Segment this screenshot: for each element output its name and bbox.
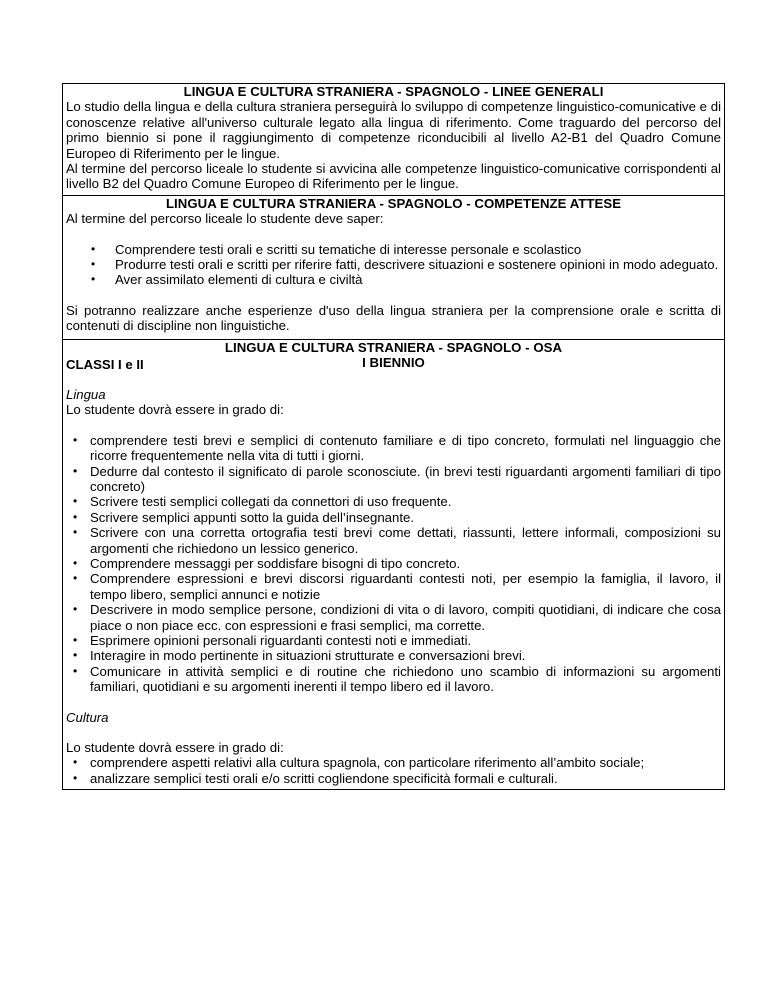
- bullet-icon: •: [73, 633, 78, 647]
- content-table: [62, 83, 725, 790]
- bullet-icon: •: [91, 272, 96, 287]
- list-item: • Scrivere testi semplici collegati da connettori di uso frequente.: [73, 494, 452, 510]
- bullet-icon: •: [73, 663, 78, 678]
- competenze-list: [66, 242, 721, 288]
- list-item: • Esprimere opinioni personali riguardanti contesti noti e immediati.: [73, 633, 472, 648]
- cultura-list: [66, 755, 721, 786]
- bullet-icon: •: [73, 755, 78, 770]
- section-linee-generali: [63, 84, 725, 196]
- document-page: [62, 83, 725, 790]
- list-item: • Comprendere messaggi per soddisfare bisogni di tipo concreto.: [73, 555, 461, 571]
- section-heading: LINGUA E CULTURA STRANIERA - SPAGNOLO - OSA: [224, 339, 563, 355]
- list-item: • Aver assimilato elementi di cultura e civiltà: [91, 272, 363, 288]
- paragraph: Al termine del percorso liceale lo studente si avvicina alle competenze linguistico-comunicative corrispondenti al livello B2 del Quadro Comune Europeo di Riferimento per le lingue.: [66, 161, 721, 192]
- list-item: • Dedurre dal contesto il significato di parole sconosciute. (in brevi testi riguardanti argomenti familiari di tipo concreto): [73, 463, 721, 494]
- bullet-icon: •: [73, 571, 78, 586]
- bullet-icon: •: [73, 432, 78, 447]
- list-item: • Scrivere con una corretta ortografia testi brevi come dettati, riassunti, lettere informali, composizioni su argomenti che richiedono un lessico generico.: [73, 525, 721, 556]
- bullet-icon: •: [91, 257, 96, 272]
- list-item: • Comprendere espressioni e brevi discorsi riguardanti contesti noti, per esempio la famiglia, il lavoro, il tempo libero, semplici annunci e notizie: [73, 571, 721, 602]
- list-item: • Scrivere semplici appunti sotto la guida dell’insegnante.: [73, 509, 415, 525]
- section-heading: LINGUA E CULTURA STRANIERA - SPAGNOLO - COMPETENZE ATTESE: [165, 195, 622, 211]
- list-item: • comprendere aspetti relativi alla cultura spagnola, con particolare riferimento all’ambito sociale;: [73, 755, 645, 771]
- section-heading: LINGUA E CULTURA STRANIERA - SPAGNOLO - LINEE GENERALI: [183, 84, 604, 99]
- paragraph: Al termine del percorso liceale lo studente deve saper:: [66, 211, 384, 227]
- bullet-icon: •: [73, 555, 78, 570]
- paragraph: Lo studio della lingua e della cultura straniera perseguirà lo sviluppo di competenze linguistico-comunicative e di conoscenze relative all'universo culturale legato alla lingua di riferimento. Come traguardo del percorso del primo biennio si pone il raggiungimento di competenze riconducibili al livello A2-B1 del Quadro Comune Europeo di Riferimento per le lingue.: [66, 99, 721, 161]
- bullet-icon: •: [73, 602, 78, 617]
- list-item: • analizzare semplici testi orali e/o scritti cogliendone specificità formali e culturali.: [73, 770, 558, 786]
- bullet-icon: •: [73, 770, 78, 785]
- lingua-list: [66, 433, 721, 695]
- paragraph: Si potranno realizzare anche esperienze d'uso della lingua straniera per la comprensione orale e scritta di contenuti di discipline non linguistiche.: [66, 302, 721, 334]
- classi-label: CLASSI I e II: [66, 356, 144, 372]
- list-item: • Interagire in modo pertinente in situazioni strutturate e conversazioni brevi.: [73, 648, 526, 664]
- cultura-intro: Lo studente dovrà essere in grado di:: [66, 740, 284, 756]
- lingua-title: Lingua: [66, 386, 106, 402]
- section-osa: [63, 339, 725, 790]
- list-item: • Comprendere testi orali e scritti su tematiche di interesse personale e scolastico: [91, 241, 582, 257]
- lingua-intro: Lo studente dovrà essere in grado di:: [66, 402, 284, 418]
- section-subheading: I BIENNIO: [362, 355, 425, 371]
- list-item: • Comunicare in attività semplici e di routine che richiedono uno scambio di informazioni su argomenti familiari, quotidiani e su argomenti inerenti il tempo libero ed il lavoro.: [73, 663, 721, 695]
- bullet-icon: •: [73, 525, 78, 540]
- bullet-icon: •: [91, 241, 96, 256]
- cultura-title: Cultura: [66, 709, 109, 725]
- bullet-icon: •: [73, 463, 78, 478]
- bullet-icon: •: [73, 509, 78, 524]
- list-item: • Descrivere in modo semplice persone, condizioni di vita o di lavoro, compiti quotidiani, di indicare che cosa piace o non piace ecc. con espressioni e frasi semplici, ma corrette.: [73, 602, 721, 633]
- bullet-icon: •: [73, 648, 78, 663]
- list-item: • comprendere testi brevi e semplici di contenuto familiare e di tipo concreto, formulati nel linguaggio che ricorre frequentemente nella vita di tutti i giorni.: [73, 432, 721, 464]
- section-competenze-attese: [63, 195, 725, 339]
- bullet-icon: •: [73, 494, 78, 509]
- list-item: • Produrre testi orali e scritti per riferire fatti, descrivere situazioni e sostenere opinioni in modo adeguato.: [91, 257, 719, 273]
